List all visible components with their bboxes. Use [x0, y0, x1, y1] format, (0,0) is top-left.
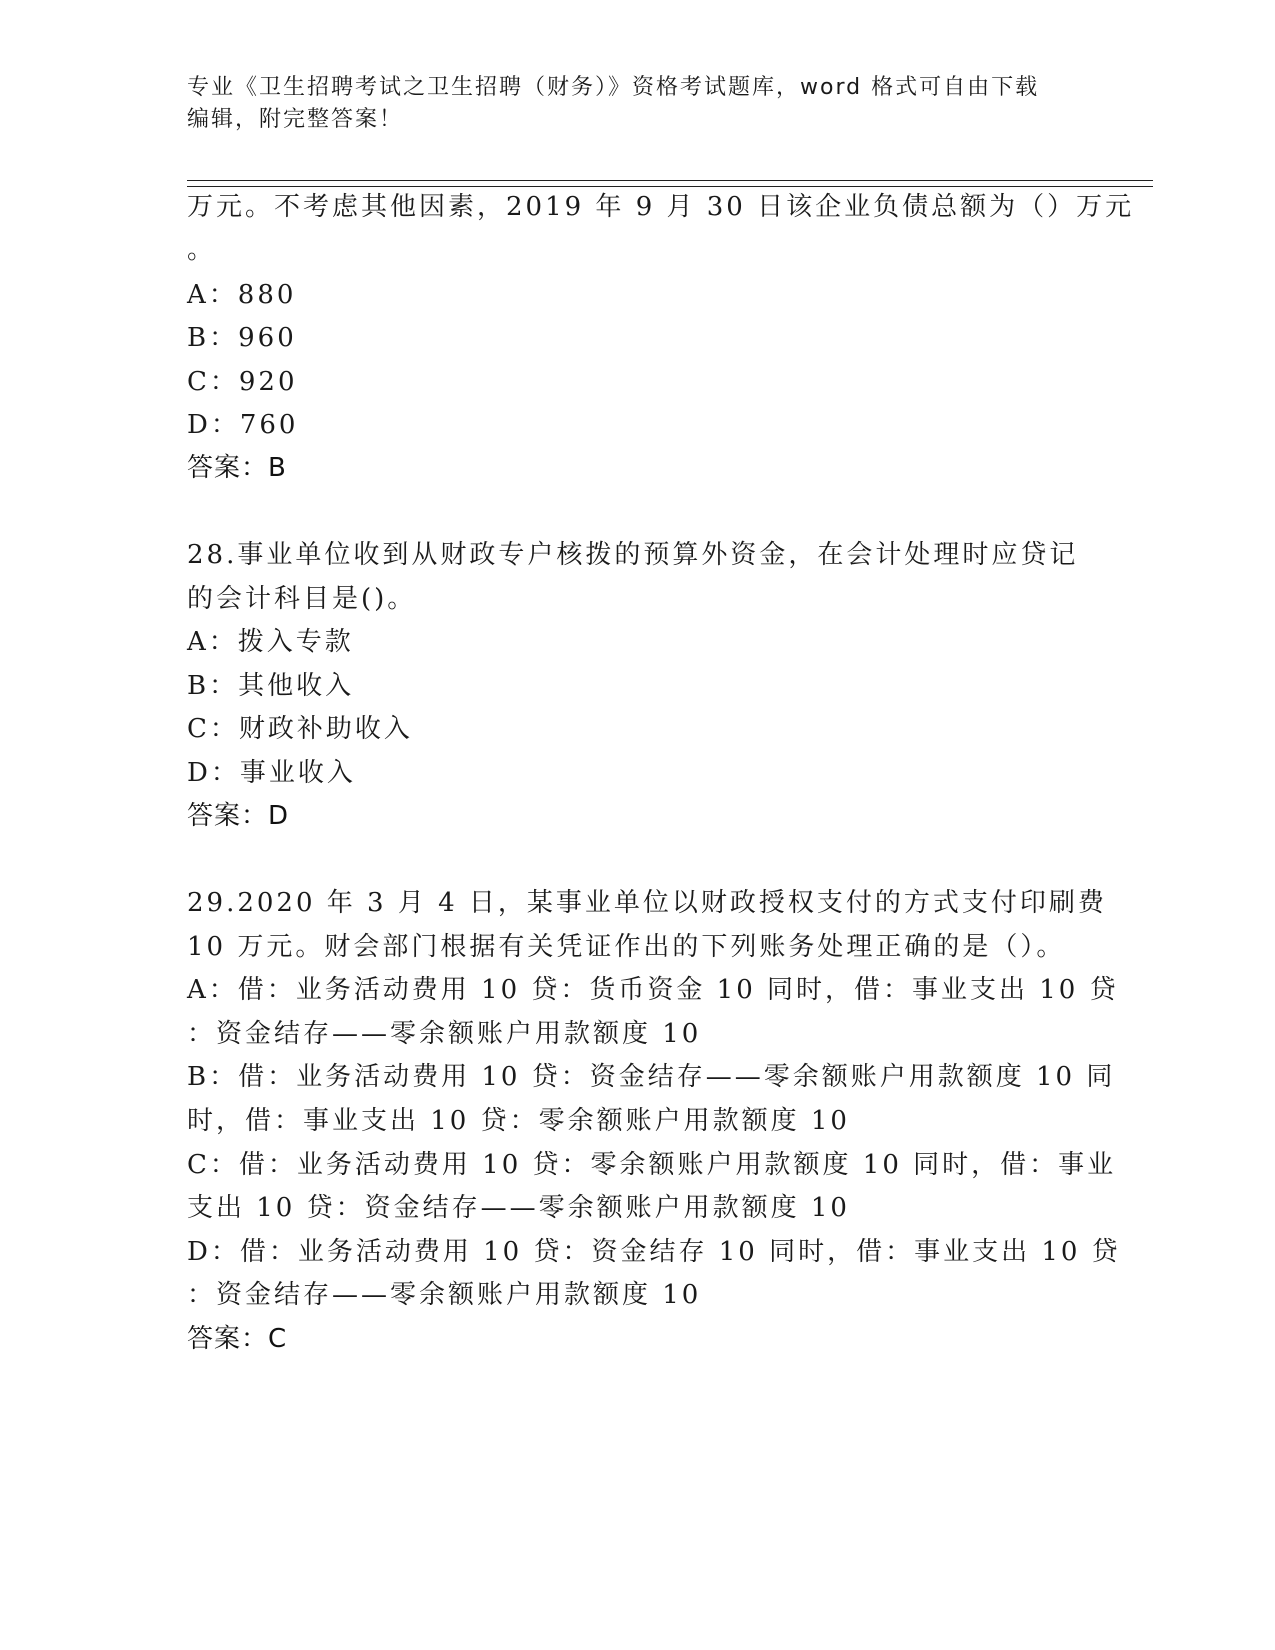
- q29-answer: 答案：C: [187, 1324, 288, 1354]
- q29-option-a-line-1: A：借：业务活动费用 10 贷：货币资金 10 同时，借：事业支出 10 贷: [187, 975, 1119, 1005]
- q28-stem-line-1: 28.事业单位收到从财政专户核拨的预算外资金，在会计处理时应贷记: [187, 540, 1079, 570]
- q27-stem-line-1: 万元。不考虑其他因素，2019 年 9 月 30 日该企业负债总额为（）万元: [187, 192, 1135, 222]
- header-line-2: 编辑，附完整答案！: [187, 107, 404, 132]
- q27-option-b: B：960: [187, 323, 297, 353]
- header-divider-top: [187, 180, 1153, 181]
- header-divider-bottom: [187, 186, 1153, 187]
- q28-option-c: C：财政补助收入: [187, 714, 413, 744]
- q29-option-d-line-2: ：资金结存——零余额账户用款额度 10: [187, 1280, 702, 1310]
- q28-option-a: A：拨入专款: [187, 627, 354, 657]
- q27-stem-line-2: 。: [187, 235, 217, 265]
- q28-option-d: D：事业收入: [187, 758, 356, 788]
- q29-option-b-line-2: 时，借：事业支出 10 贷：零余额账户用款额度 10: [187, 1106, 850, 1136]
- q29-option-b-line-1: B：借：业务活动费用 10 贷：资金结存——零余额账户用款额度 10 同: [187, 1062, 1116, 1092]
- q27-option-a: A：880: [187, 280, 297, 310]
- q27-option-c: C：920: [187, 367, 298, 397]
- q29-option-c-line-2: 支出 10 贷：资金结存——零余额账户用款额度 10: [187, 1193, 850, 1223]
- q29-option-a-line-2: ：资金结存——零余额账户用款额度 10: [187, 1019, 702, 1049]
- header-line-1: 专业《卫生招聘考试之卫生招聘（财务）》资格考试题库，word 格式可自由下载: [187, 75, 1040, 100]
- document-header: [187, 72, 1087, 136]
- q28-answer: 答案：D: [187, 801, 290, 831]
- q29-stem-line-2: 10 万元。财会部门根据有关凭证作出的下列账务处理正确的是（）。: [187, 932, 1066, 962]
- q29-option-c-line-1: C：借：业务活动费用 10 贷：零余额账户用款额度 10 同时，借：事业: [187, 1150, 1117, 1180]
- q29-stem-line-1: 29.2020 年 3 月 4 日，某事业单位以财政授权支付的方式支付印刷费: [187, 888, 1107, 918]
- q29-option-d-line-1: D：借：业务活动费用 10 贷：资金结存 10 同时，借：事业支出 10 贷: [187, 1237, 1121, 1267]
- q27-answer: 答案：B: [187, 453, 287, 483]
- q28-option-b: B：其他收入: [187, 671, 355, 701]
- q28-stem-line-2: 的会计科目是()。: [187, 584, 417, 614]
- q27-option-d: D：760: [187, 410, 299, 440]
